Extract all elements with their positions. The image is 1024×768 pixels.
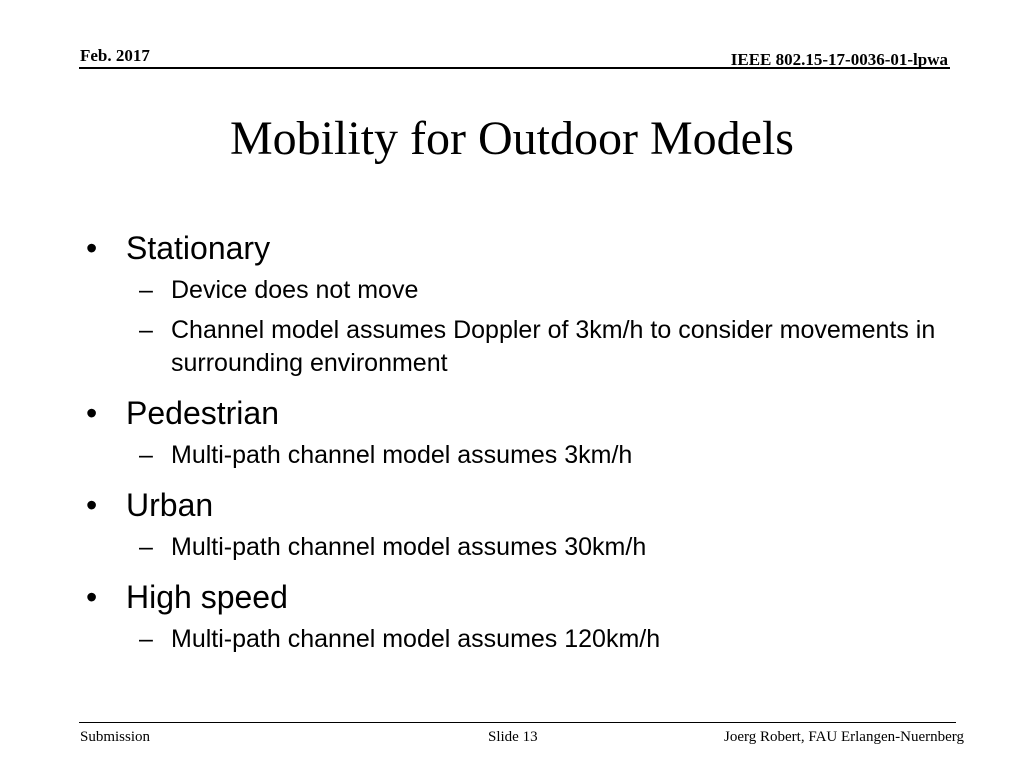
footer-slide-number: Slide 13 — [488, 729, 538, 745]
dash-icon: – — [139, 625, 153, 653]
bullet-item — [86, 486, 946, 524]
sub-bullet-item — [86, 274, 946, 307]
footer-author: Joerg Robert, FAU Erlangen-Nuernberg — [724, 729, 964, 745]
footer-submission: Submission — [80, 729, 151, 745]
bullet-item — [86, 394, 946, 432]
header-date: Feb. 2017 — [80, 46, 150, 65]
dash-icon: – — [139, 441, 153, 469]
bullet-text: Stationary — [126, 230, 271, 266]
bullet-item — [86, 229, 946, 267]
sub-bullet-item — [86, 314, 946, 380]
slide-title: Mobility for Outdoor Models — [230, 112, 794, 165]
bullet-text: Pedestrian — [126, 395, 279, 431]
sub-bullet-item — [86, 623, 946, 656]
sub-bullet-text: Multi-path channel model assumes 30km/h — [171, 533, 647, 561]
bullet-item — [86, 578, 946, 616]
dash-icon: – — [139, 316, 153, 344]
bullet-text: High speed — [126, 579, 288, 615]
bullet-icon: • — [86, 395, 98, 431]
bullet-list — [86, 229, 946, 656]
sub-bullet-text: Multi-path channel model assumes 3km/h — [171, 441, 633, 469]
bullet-icon: • — [86, 579, 98, 615]
sub-bullet-item — [86, 531, 946, 564]
header-divider — [79, 67, 950, 69]
bullet-text: Urban — [126, 487, 214, 523]
sub-bullet-item — [86, 439, 946, 472]
footer-divider — [79, 722, 956, 723]
sub-bullet-text: Channel model assumes Doppler of 3km/h to consider movements in surrounding environment — [171, 316, 936, 377]
sub-bullet-text: Device does not move — [171, 276, 419, 304]
bullet-icon: • — [86, 487, 98, 523]
sub-bullet-text: Multi-path channel model assumes 120km/h — [171, 625, 661, 653]
header-document-id: IEEE 802.15-17-0036-01-lpwa — [730, 50, 948, 69]
dash-icon: – — [139, 276, 153, 304]
dash-icon: – — [139, 533, 153, 561]
bullet-icon: • — [86, 230, 98, 266]
